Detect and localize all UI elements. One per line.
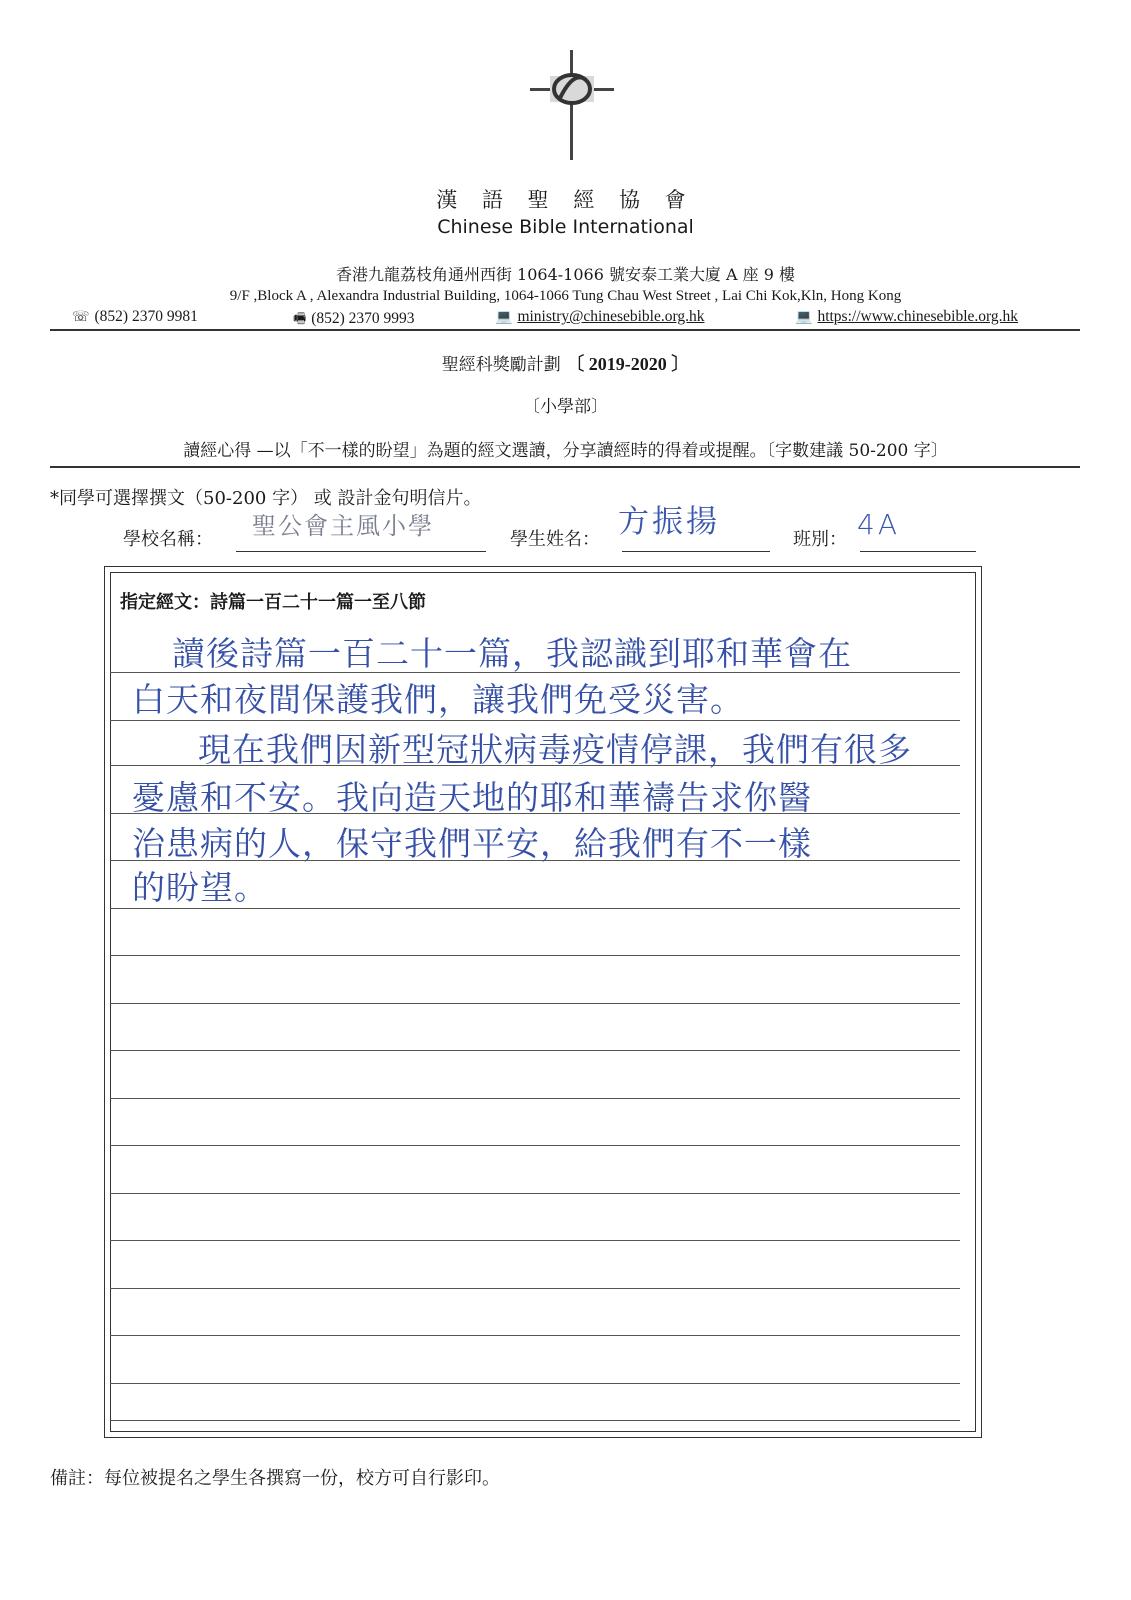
essay-line: 白天和夜間保護我們，讓我們免受災害。 [132, 680, 744, 719]
address-chinese: 香港九龍荔枝角通州西街 1064-1066 號安泰工業大廈 A 座 9 樓 [335, 265, 796, 284]
writing-line [110, 1240, 960, 1241]
writing-line [110, 1288, 960, 1289]
writing-line [110, 1383, 960, 1384]
division-label: 〔小學部〕 [523, 397, 608, 417]
school-name-label: 學校名稱： [123, 529, 213, 550]
class-label: 班別： [793, 529, 847, 550]
phone-icon: ☏ [72, 309, 90, 325]
writing-line [110, 1145, 960, 1146]
option-note: *同學可選擇撰文（50-200 字） 或 設計金句明信片。 [50, 488, 482, 509]
school-name-value[interactable]: 聖公會主風小學 [252, 512, 434, 540]
website-link[interactable]: https://www.chinesebible.org.hk [817, 308, 1019, 325]
chinese-bible-international-logo [530, 50, 614, 160]
school-name-underline [236, 551, 486, 552]
website-contact[interactable] [795, 308, 1018, 326]
phone-contact [72, 308, 198, 326]
program-title [0, 350, 1131, 376]
instruction-divider [50, 466, 1080, 468]
program-name: 聖經科獎勵計劃 [441, 355, 561, 375]
email-contact[interactable] [495, 308, 704, 326]
fax-number: (852) 2370 9993 [311, 310, 415, 327]
email-link[interactable]: ministry@chinesebible.org.hk [517, 308, 705, 325]
computer-icon: 💻 [795, 309, 813, 325]
header-divider [50, 329, 1080, 331]
student-name-label: 學生姓名： [510, 529, 600, 550]
writing-line [110, 955, 960, 956]
writing-line [110, 1193, 960, 1194]
instruction-text: 讀經心得 —以「不一樣的盼望」為題的經文選讀，分享讀經時的得着或提醒。〔字數建議 50-200 字〕 [183, 441, 948, 461]
writing-line [110, 1003, 960, 1004]
writing-line [110, 1098, 960, 1099]
writing-line [110, 1420, 960, 1421]
essay-line: 現在我們因新型冠狀病毒疫情停課，我們有很多 [130, 730, 912, 769]
fax-icon: 🖷 [293, 311, 307, 327]
assigned-passage: 指定經文：詩篇一百二十一篇一至八節 [120, 592, 426, 613]
class-value[interactable]: 4A [857, 508, 900, 541]
phone-number: (852) 2370 9981 [94, 308, 198, 325]
org-name-chinese: 漢 語 聖 經 協 會 [436, 188, 695, 212]
writing-line [110, 1050, 960, 1051]
writing-line [110, 1335, 960, 1336]
essay-line: 治患病的人，保守我們平安，給我們有不一樣 [132, 824, 812, 863]
org-name-english: Chinese Bible International [437, 216, 694, 238]
computer-icon: 💻 [495, 309, 513, 325]
footer-remark: 備註：每位被提名之學生各撰寫一份，校方可自行影印。 [50, 1468, 500, 1489]
essay-line: 的盼望。 [132, 868, 268, 907]
student-name-underline [622, 551, 770, 552]
essay-line: 憂慮和不安。我向造天地的耶和華禱告求你醫 [132, 778, 812, 817]
student-name-value[interactable]: 方振揚 [618, 504, 720, 540]
class-underline [860, 551, 976, 552]
address-english: 9/F ,Block A , Alexandra Industrial Building, 1064-1066 Tung Chau West Street , Lai Chi Kok,Kln, Hong Kong [229, 288, 902, 304]
essay-line: 讀後詩篇一百二十一篇，我認識到耶和華會在 [172, 634, 852, 673]
program-year: 〔 2019-2020 〕 [566, 354, 690, 374]
